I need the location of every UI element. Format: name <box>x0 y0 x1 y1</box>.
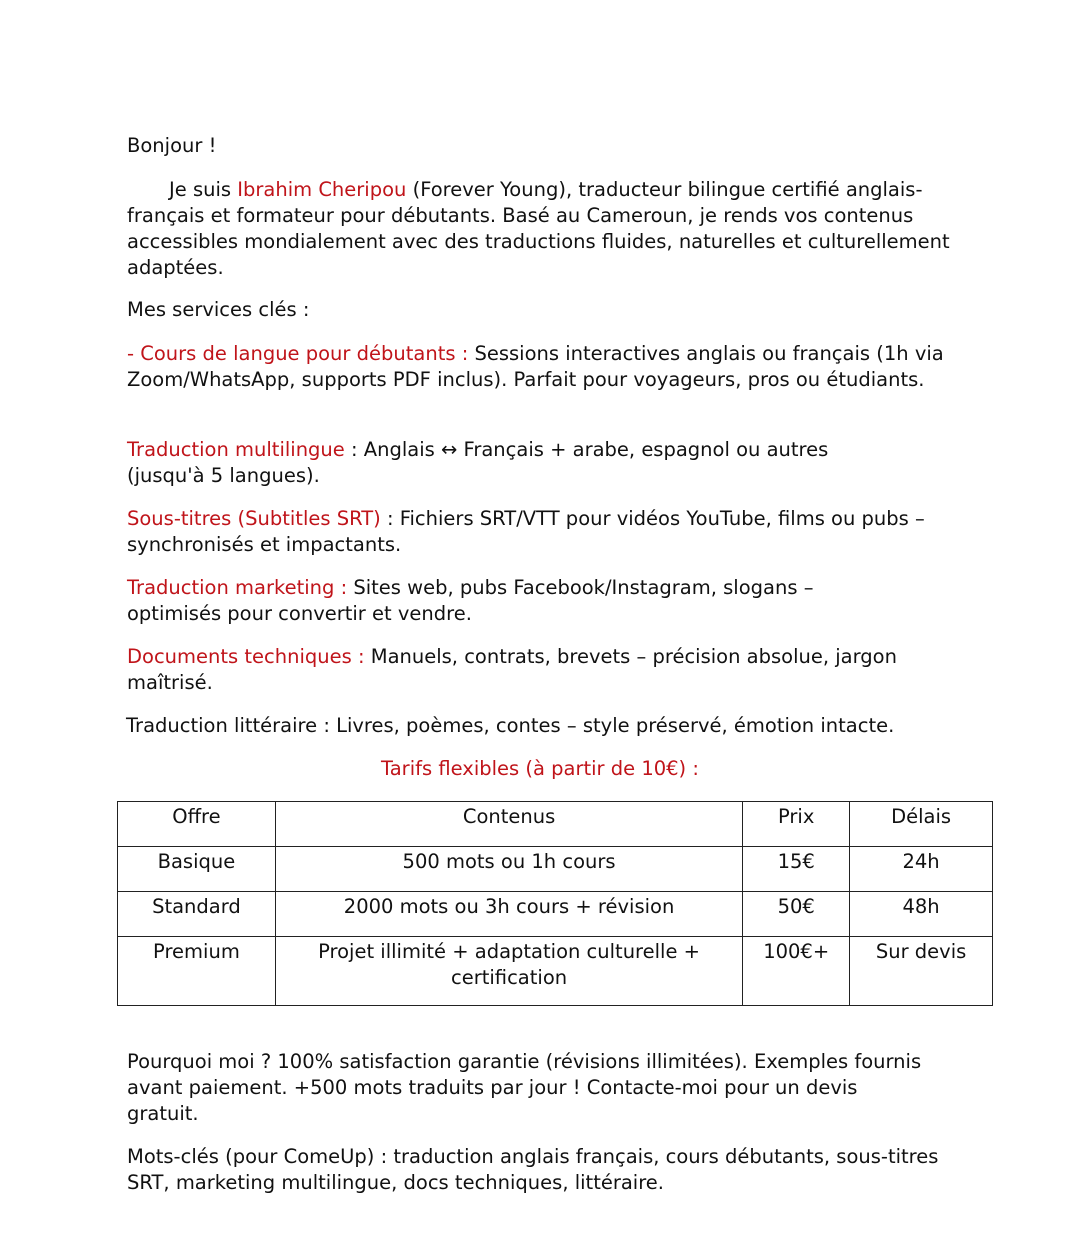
cell-contenus: 500 mots ou 1h cours <box>275 847 742 892</box>
cell-contenus: Projet illimité + adaptation culturelle + certification <box>275 937 742 1006</box>
header-contenus: Contenus <box>275 802 742 847</box>
cell-contenus: 2000 mots ou 3h cours + révision <box>275 892 742 937</box>
table-row <box>118 937 993 1006</box>
service-label: Traduction multilingue <box>127 438 345 461</box>
service-item <box>127 341 947 393</box>
cell-prix: 50€ <box>743 892 850 937</box>
pricing-table <box>117 801 993 1006</box>
service-item <box>127 437 907 489</box>
table-row <box>118 847 993 892</box>
intro-paragraph <box>127 177 957 281</box>
intro-suffix: (Forever Young), traducteur bilingue certifié anglais-français et formateur pour débutants. Basé au Cameroun, je rends vos contenus accessibles mondialement avec des traductions fluides, naturelles et culturellement adaptées. <box>127 178 950 279</box>
intro-prefix: Je suis <box>169 178 238 201</box>
cell-delais: Sur devis <box>850 937 993 1006</box>
pricing-table-wrap <box>117 801 993 1006</box>
greeting: Bonjour ! <box>127 134 217 157</box>
cell-delais: 48h <box>850 892 993 937</box>
service-item <box>127 644 897 696</box>
why-me-label: Pourquoi moi ? <box>127 1050 272 1073</box>
cell-prix: 15€ <box>743 847 850 892</box>
keywords-text: traduction anglais français, cours débutants, sous-titres SRT, marketing multilingue, docs techniques, littéraire. <box>127 1145 939 1194</box>
service-text: Sessions interactives anglais ou français (1h via Zoom/WhatsApp, supports PDF inclus). Parfait pour voyageurs, pros ou étudiants. <box>127 342 944 391</box>
cell-delais: 24h <box>850 847 993 892</box>
table-row <box>118 892 993 937</box>
keywords-paragraph <box>127 1144 957 1196</box>
header-delais: Délais <box>850 802 993 847</box>
header-prix: Prix <box>743 802 850 847</box>
cell-offre: Basique <box>118 847 276 892</box>
service-text: : Fichiers SRT/VTT pour vidéos YouTube, films ou pubs – synchronisés et impactants. <box>127 507 925 556</box>
cell-offre: Standard <box>118 892 276 937</box>
pricing-title: Tarifs flexibles (à partir de 10€) : <box>381 757 699 780</box>
cell-prix: 100€+ <box>743 937 850 1006</box>
service-text: Sites web, pubs Facebook/Instagram, slogans – optimisés pour convertir et vendre. <box>127 576 814 625</box>
literary-translation: Traduction littéraire : Livres, poèmes, contes – style préservé, émotion intacte. <box>126 714 895 737</box>
cell-offre: Premium <box>118 937 276 1006</box>
service-text: : Anglais ↔ Français + arabe, espagnol ou autres (jusqu'à 5 langues). <box>127 438 829 487</box>
service-label: Traduction marketing : <box>127 576 348 599</box>
why-me-paragraph <box>127 1049 927 1127</box>
keywords-label: Mots-clés (pour ComeUp) : <box>127 1145 388 1168</box>
service-label: Documents techniques : <box>127 645 365 668</box>
services-heading: Mes services clés : <box>127 298 310 321</box>
table-header-row <box>118 802 993 847</box>
header-offre: Offre <box>118 802 276 847</box>
service-label: Sous-titres (Subtitles SRT) <box>127 507 381 530</box>
service-label: - Cours de langue pour débutants : <box>127 342 469 365</box>
author-name: Ibrahim Cheripou <box>237 178 407 201</box>
service-item <box>127 506 927 558</box>
service-item <box>127 575 887 627</box>
service-text: Manuels, contrats, brevets – précision absolue, jargon maîtrisé. <box>127 645 897 694</box>
why-me-text: 100% satisfaction garantie (révisions illimitées). Exemples fournis avant paiement. +500 mots traduits par jour ! Contacte-moi pour un devis gratuit. <box>127 1050 922 1125</box>
